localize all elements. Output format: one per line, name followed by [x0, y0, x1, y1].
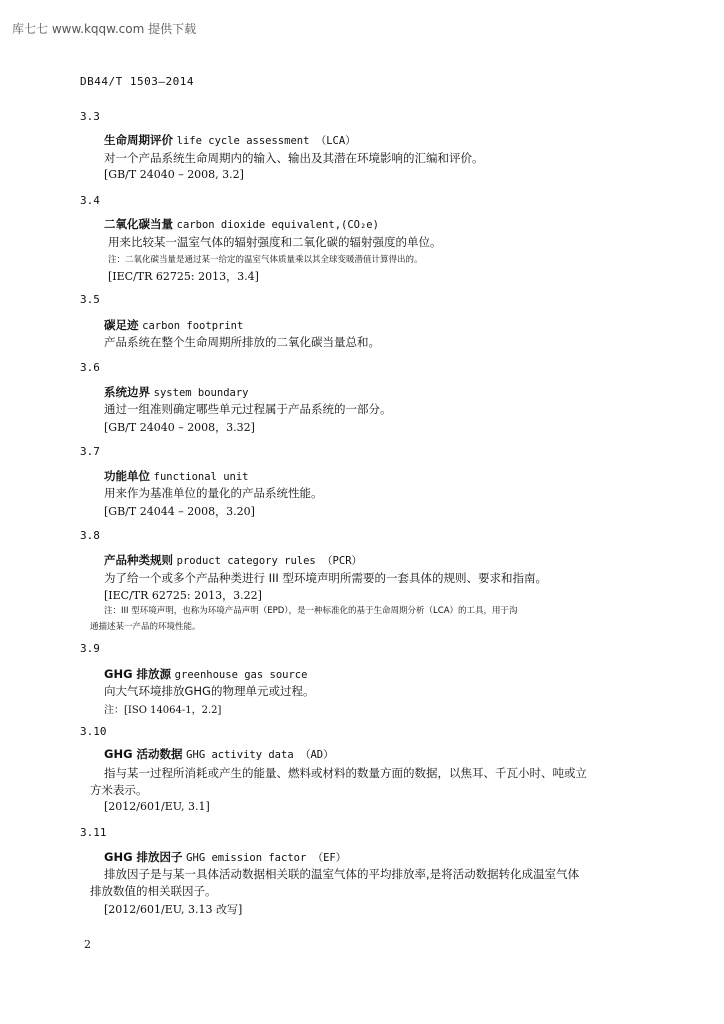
term	[104, 132, 356, 148]
clause-number: 3.4	[80, 194, 100, 207]
term-english: GHG activity data （AD）	[186, 749, 334, 761]
source-reference: [GB/T 24044 – 2008，3.20]	[104, 505, 255, 518]
clause-number: 3.9	[80, 642, 100, 655]
term-english: system boundary	[153, 387, 249, 399]
term-english: greenhouse gas source	[174, 669, 308, 681]
term-chinese: 生命周期评价	[104, 133, 173, 147]
term-chinese: GHG 排放因子	[104, 850, 183, 864]
note-continuation: 通描述某一产品的环境性能。	[90, 622, 201, 632]
term	[104, 317, 243, 333]
term	[104, 746, 334, 762]
term	[104, 552, 362, 568]
term	[104, 216, 379, 232]
term	[104, 849, 346, 865]
source-reference: [GB/T 24040 – 2008, 3.2]	[104, 168, 244, 181]
note: 注：二氧化碳当量是通过某一给定的温室气体质量乘以其全球变暖潜值计算得出的。	[108, 255, 423, 265]
source-reference: [IEC/TR 62725: 2013，3.4]	[108, 270, 259, 283]
definition: 用来比较某一温室气体的辐射强度和二氧化碳的辐射强度的单位。	[108, 235, 442, 249]
term	[104, 384, 248, 400]
term-english: life cycle assessment （LCA）	[176, 135, 356, 147]
term	[104, 666, 307, 682]
clause-number: 3.3	[80, 110, 100, 123]
definition: 为了给一个或多个产品种类进行 III 型环境声明所需要的一套具体的规则、要求和指南。	[104, 571, 547, 585]
definition: 产品系统在整个生命周期所排放的二氧化碳当量总和。	[104, 335, 380, 349]
clause-number: 3.8	[80, 529, 100, 542]
clause-number: 3.6	[80, 361, 100, 374]
clause-number: 3.10	[80, 725, 107, 738]
note: 注：III 型环境声明，也称为环境产品声明（EPD），是一种标准化的基于生命周期分析（LCA）的工具，用于沟	[104, 606, 518, 616]
term-english: product category rules （PCR）	[176, 555, 363, 567]
term-chinese: GHG 活动数据	[104, 747, 183, 761]
source-reference: [2012/601/EU, 3.1]	[104, 800, 210, 813]
term-english: carbon footprint	[142, 320, 244, 332]
document-code: DB44/T 1503—2014	[80, 75, 194, 88]
term-chinese: 系统边界	[104, 385, 150, 399]
source-reference: [GB/T 24040 – 2008，3.32]	[104, 421, 255, 434]
term-english: carbon dioxide equivalent,(CO₂e)	[176, 219, 379, 231]
definition-continuation: 方米表示。	[90, 783, 148, 797]
term-chinese: 功能单位	[104, 469, 150, 483]
term-chinese: 产品种类规则	[104, 553, 173, 567]
definition: 用来作为基准单位的量化的产品系统性能。	[104, 486, 323, 500]
definition: 指与某一过程所消耗或产生的能量、燃料或材料的数量方面的数据，以焦耳、千瓦小时、吨或立	[104, 766, 587, 780]
clause-number: 3.11	[80, 826, 107, 839]
clause-number: 3.7	[80, 445, 100, 458]
term-chinese: 二氧化碳当量	[104, 217, 173, 231]
term-english: functional unit	[153, 471, 249, 483]
watermark: 库七七 www.kqqw.com 提供下载	[12, 22, 197, 36]
definition: 通过一组准则确定哪些单元过程属于产品系统的一部分。	[104, 402, 392, 416]
definition: 排放因子是与某一具体活动数据相关联的温室气体的平均排放率,是将活动数据转化成温室气体	[104, 867, 580, 881]
definition: 向大气环境排放GHG的物理单元或过程。	[104, 684, 315, 698]
term	[104, 468, 248, 484]
source-reference: [2012/601/EU, 3.13 改写]	[104, 903, 243, 916]
definition: 对一个产品系统生命周期内的输入、输出及其潜在环境影响的汇编和评价。	[104, 151, 484, 165]
term-chinese: 碳足迹	[104, 318, 139, 332]
term-chinese: GHG 排放源	[104, 667, 172, 681]
term-english: GHG emission factor （EF）	[186, 852, 347, 864]
definition-continuation: 排放数值的相关联因子。	[90, 884, 217, 898]
source-reference: [IEC/TR 62725: 2013，3.22]	[104, 589, 262, 602]
page-number: 2	[84, 938, 91, 951]
note: 注：[ISO 14064-1，2.2]	[104, 705, 222, 716]
clause-number: 3.5	[80, 293, 100, 306]
